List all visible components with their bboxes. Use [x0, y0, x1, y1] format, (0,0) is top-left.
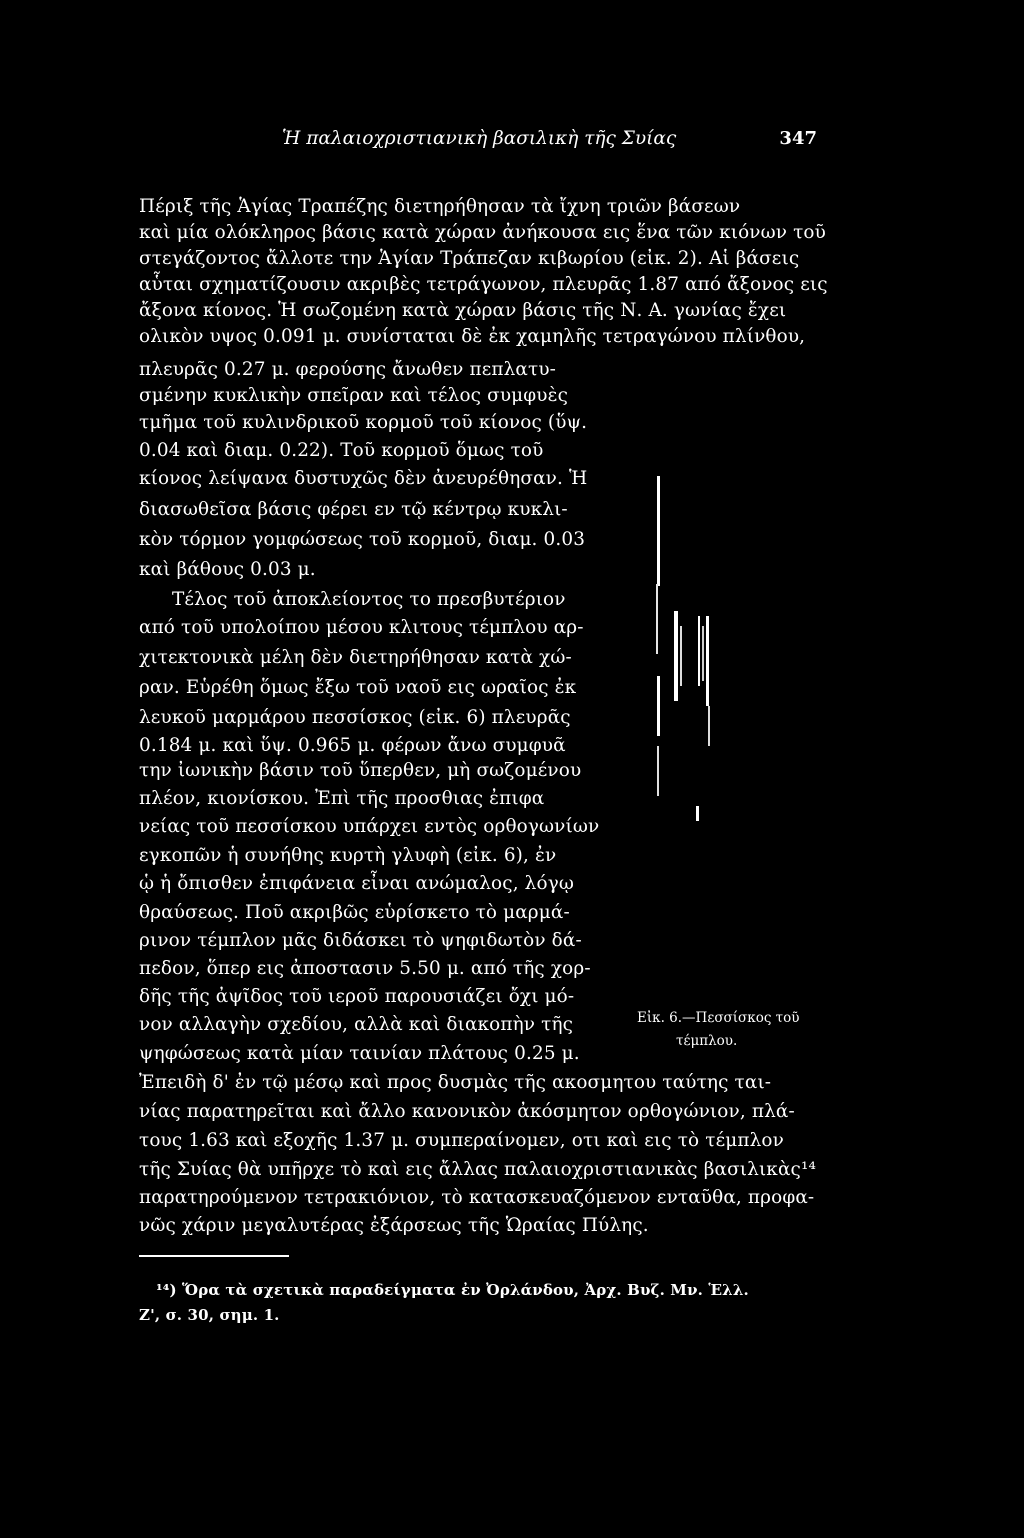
- body-line: πεδον, ὅπερ εις ἀποστασιν 5.50 μ. από τῆς χορ-: [139, 958, 591, 979]
- body-line: θραύσεως. Ποῦ ακριβῶς εὑρίσκετο τὸ μαρμά-: [139, 902, 570, 923]
- body-line: Ἐπειδὴ δ' ἐν τῷ μέσῳ καὶ προς δυσμὰς τῆς ακοσμητου ταύτης ται-: [139, 1072, 772, 1093]
- column-pier-figure: [640, 476, 730, 821]
- body-line: κὸν τόρμον γομφώσεως τοῦ κορμοῦ, διαμ. 0.03: [139, 529, 586, 550]
- body-line: τμῆμα τοῦ κυλινδρικοῦ κορμοῦ τοῦ κίονος (ὕψ.: [139, 412, 588, 433]
- body-line: Πέριξ τῆς Ἁγίας Τραπέζης διετηρήθησαν τὰ ἴχνη τριῶν βάσεων: [139, 196, 741, 217]
- body-line: νον αλλαγὴν σχεδίου, αλλὰ καὶ διακοπὴν τῆς: [139, 1014, 574, 1035]
- body-line: νίας παρατηρεῖται καὶ ἄλλο κανονικὸν ἀκόσμητον ορθογώνιον, πλά-: [139, 1101, 795, 1122]
- body-line: ᾡ ἡ ὄπισθεν ἐπιφάνεια εἶναι ανώμαλος, λόγῳ: [139, 873, 574, 894]
- body-line: παρατηρούμενον τετρακιόνιον, τὸ κατασκευαζόμενον ενταῦθα, προφα-: [139, 1187, 815, 1208]
- body-line: διασωθεῖσα βάσις φέρει εν τῷ κέντρῳ κυκλι-: [139, 499, 568, 520]
- body-line: 0.04 καὶ διαμ. 0.22). Τοῦ κορμοῦ ὅμως τοῦ: [139, 440, 544, 461]
- footnote-rule: [139, 1255, 289, 1257]
- body-line: χιτεκτονικὰ μέλη δὲν διετηρήθησαν κατὰ χώ-: [139, 647, 572, 668]
- body-line: σμένην κυκλικὴν σπεῖραν καὶ τέλος συμφυὲς: [139, 385, 569, 406]
- body-line: 0.184 μ. καὶ ὕψ. 0.965 μ. φέρων ἄνω συμφυᾶ: [139, 735, 566, 756]
- body-line: καὶ μία ολόκληρος βάσις κατὰ χώραν ἀνήκουσα εις ἕνα τῶν κιόνων τοῦ: [139, 222, 826, 243]
- body-line: από τοῦ υπολοίπου μέσου κλιτους τέμπλου αρ-: [139, 617, 584, 638]
- body-line: κίονος λείψανα δυστυχῶς δὲν ἀνευρέθησαν. Ἡ: [139, 468, 588, 489]
- body-line: πλέον, κιονίσκου. Ἐπὶ τῆς προσθιας ἐπιφα: [139, 788, 545, 809]
- body-line: εγκοπῶν ἡ συνήθης κυρτὴ γλυφὴ (εἰκ. 6), ἐν: [139, 845, 557, 866]
- body-line: καὶ βάθους 0.03 μ.: [139, 559, 316, 580]
- running-title: Ἡ παλαιοχριστιανικὴ βασιλικὴ τῆς Συίας: [282, 128, 677, 149]
- figure-caption-continued: τέμπλου.: [676, 1033, 738, 1049]
- body-line: τῆς Συίας θὰ υπῆρχε τὸ καὶ εις ἄλλας παλαιοχριστιανικὰς βασιλικὰς¹⁴: [139, 1159, 817, 1180]
- footnote-text-continued: Ζ', σ. 30, σημ. 1.: [139, 1306, 280, 1324]
- body-line: ραν. Εὑρέθη ὅμως ἔξω τοῦ ναοῦ εις ωραῖος ἐκ: [139, 677, 577, 698]
- body-line: αὗται σχηματίζουσιν ακριβὲς τετράγωνον, πλευρᾶς 1.87 από ἄξονος εις: [139, 274, 828, 295]
- body-line: στεγάζοντος ἄλλοτε την Ἁγίαν Τράπεζαν κιβωρίου (εἰκ. 2). Αἱ βάσεις: [139, 248, 800, 269]
- body-line: ρινον τέμπλον μᾶς διδάσκει τὸ ψηφιδωτὸν δά-: [139, 930, 582, 951]
- body-line: λευκοῦ μαρμάρου πεσσίσκος (εἰκ. 6) πλευρᾶς: [139, 707, 571, 728]
- body-line: Τέλος τοῦ ἀποκλείοντος το πρεσβυτέριον: [172, 589, 566, 610]
- body-line: δῆς τῆς ἀψῖδος τοῦ ιεροῦ παρουσιάζει ὄχι μό-: [139, 986, 575, 1007]
- running-header: [282, 128, 817, 152]
- body-line: νῶς χάριν μεγαλυτέρας ἐξάρσεως τῆς Ὡραίας Πύλης.: [139, 1215, 649, 1236]
- figure-caption: Εἰκ. 6.—Πεσσίσκος τοῦ: [637, 1010, 800, 1026]
- body-line: πλευρᾶς 0.27 μ. φερούσης ἄνωθεν πεπλατυ-: [139, 359, 557, 380]
- body-line: ἄξονα κίονος. Ἡ σωζομένη κατὰ χώραν βάσις τῆς Ν. Α. γωνίας ἔχει: [139, 300, 787, 321]
- body-line: ολικὸν υψος 0.091 μ. συνίσταται δὲ ἐκ χαμηλῆς τετραγώνου πλίνθου,: [139, 326, 806, 347]
- body-line: την ἰωνικὴν βάσιν τοῦ ὕπερθεν, μὴ σωζομένου: [139, 760, 582, 781]
- body-line: ψηφώσεως κατὰ μίαν ταινίαν πλάτους 0.25 μ.: [139, 1043, 580, 1064]
- page-number: 347: [779, 128, 817, 149]
- footnote-text: ¹⁴) Ὅρα τὰ σχετικὰ παραδείγματα ἐν Ὀρλάνδου, Ἀρχ. Βυζ. Μν. Ἑλλ.: [156, 1281, 749, 1299]
- body-line: νείας τοῦ πεσσίσκου υπάρχει εντὸς ορθογωνίων: [139, 816, 600, 837]
- body-line: τους 1.63 καὶ εξοχῆς 1.37 μ. συμπεραίνομεν, οτι καὶ εις τὸ τέμπλον: [139, 1130, 784, 1151]
